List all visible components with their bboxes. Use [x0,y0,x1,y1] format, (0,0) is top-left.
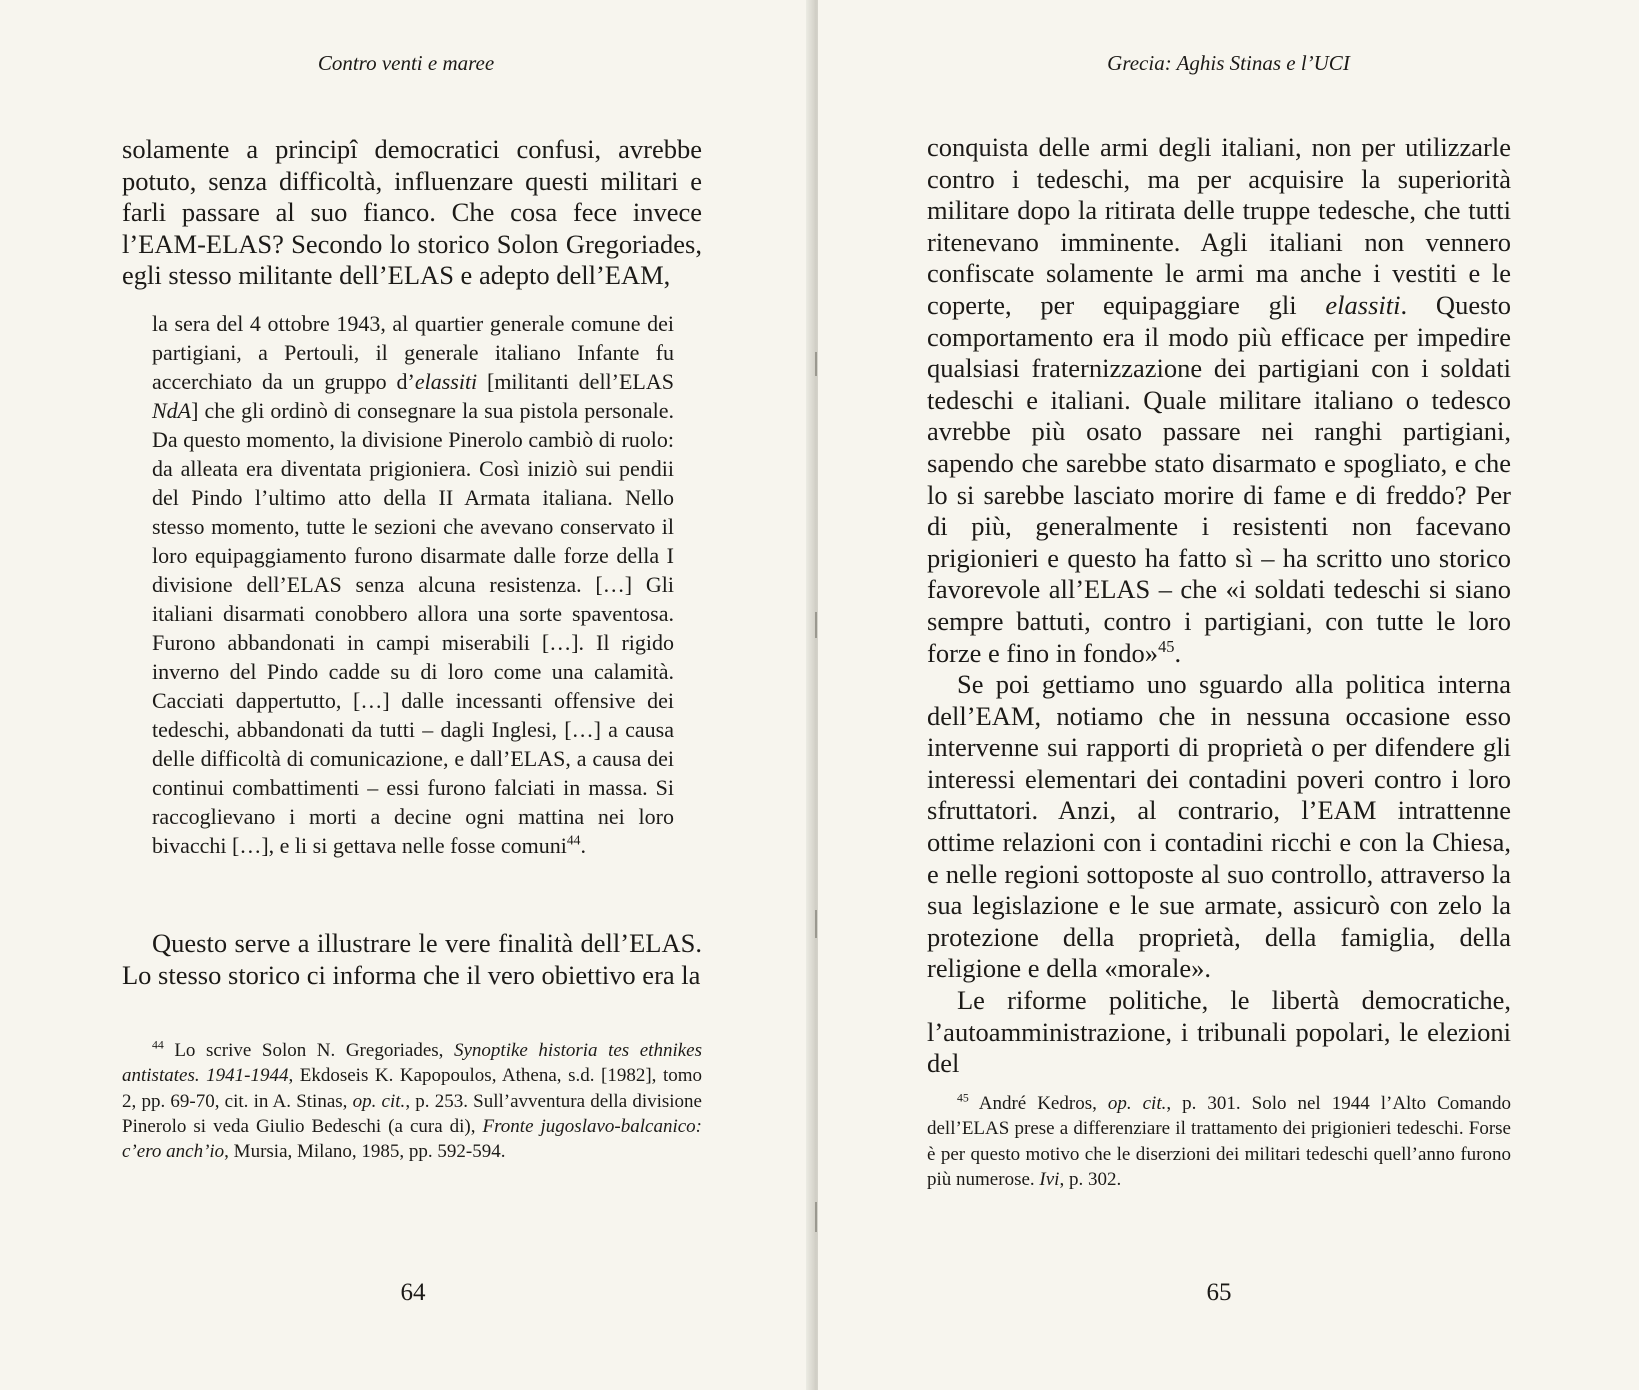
footnote-44-text [122,1038,702,1164]
block-quote-text [152,309,674,860]
para1-a: conquista delle armi degli italiani, non per utilizzarle contro i tedeschi, ma per acquisire la superiorità militare dopo la ritirata delle truppe tedesche, che tutti ritenevano imminente. Agli italiani non vennero confiscate solamente le armi ma anche i vestiti e le coperte, per equipaggiare gli [927,132,1511,320]
footnote-44-number: 44 [152,1038,164,1052]
para1-end: . [1174,637,1182,668]
footnote-45 [927,1091,1511,1192]
footnote-ref-44: 44 [566,832,581,848]
footnote-45-number: 45 [957,1091,969,1105]
footnote-44-b: , Ekdoseis K. Kapopoulos, Athena, s.d. [1982], tomo 2, pp. 69-70, cit. in A. Stinas, [122,1065,702,1112]
right-paragraph-2: Se poi gettiamo uno sguardo alla politica interna dell’EAM, notiamo che in nessuna occasione esso intervenne sui rapporti di proprietà o per difendere gli interessi elementari dei contadini poveri contro i loro sfruttatori. Anzi, al contrario, l’EAM intrattenne ottime relazioni con i contadini ricchi e con la Chiesa, e nelle regioni sottoposte al suo controllo, attraverso la sua legislazione e le sue armate, assicurò con zelo la protezione della proprietà, della famiglia, della religione e della «morale». [927,669,1511,984]
para1-b: . Questo comportamento era il modo più efficace per impedire qualsiasi fraternizzazione dei partigiani con i soldati tedeschi e italiani. Quale militare italiano o tedesco avrebbe più osato passare nei ranghi partigiani, sapendo che sarebbe stato disarmato e spogliato, e che lo si sarebbe lasciato morire di fame e di freddo? Per di più, generalmente i resistenti non facevano prigionieri e questo ha fatto sì – ha scritto uno storico favorevole all’ELAS – che «i soldati tedeschi si siano sempre battuti, contro i partigiani, con tutte le loro forze e fino in fondo» [927,289,1512,668]
footnote-44-a: Lo scrive Solon N. Gregoriades, [163,1040,454,1061]
running-head-right [818,51,1639,76]
footnote-45-op-cit: op. cit. [1107,1093,1167,1114]
right-page [818,0,1639,1390]
footnote-ref-45: 45 [1158,636,1175,656]
running-head-left-text: Contro venti e maree [317,51,495,75]
page-number-left: 64 [400,1279,426,1306]
footnote-44-book-title: Fronte jugoslavo-balcanico: c’ero anch’io [122,1115,702,1163]
quote-part1: la sera del 4 ottobre 1943, al quartier generale comune dei partigiani, a Pertouli, il generale italiano Infante fu accerchiato da un gruppo d’ [152,311,674,394]
gutter-stitch-2 [815,612,817,638]
intro-paragraph-text: solamente a principî democratici confusi, avrebbe potuto, senza difficoltà, influenzare questi militari e farli passare al suo fianco. Che cosa fece invece l’EAM-ELAS? Secondo lo storico Solon Gregoriades, egli stesso militante dell’ELAS e adepto dell’EAM, [122,134,702,291]
right-paragraph-3: Le riforme politiche, le libertà democratiche, l’autoamministrazione, i tribunali popolari, le elezioni del [927,985,1511,1079]
after-quote-text: Questo serve a illustrare le vere finalità dell’ELAS. Lo stesso storico ci informa che il vero obiettivo era la [122,928,702,990]
footnote-45-a: André Kedros, [968,1093,1108,1114]
footnote-45-b: , p. 301. Solo nel 1944 l’Alto Comando dell’ELAS prese a differenziare il trattamento dei prigionieri tedeschi. Forse è per questo motivo che le diserzioni dei militari tedeschi quell’anno furono più numerose. [927,1093,1511,1190]
gutter-stitch-1 [815,352,817,376]
block-quote [152,309,674,860]
left-after-quote-paragraph [122,928,702,991]
footnote-44 [122,1038,702,1164]
quote-italic-nda: NdA [152,398,192,423]
right-paragraph-1 [927,132,1511,669]
footnote-44-c: , p. 253. Sull’avventura della divisione Pinerolo si veda Giulio Bedeschi (a cura di), [122,1090,702,1137]
gutter-stitch-4 [815,1202,817,1232]
footnote-45-c: , p. 302. [1059,1168,1122,1190]
footnote-44-d: , Mursia, Milano, 1985, pp. 592-594. [224,1141,506,1163]
footnote-44-title: Synoptike historia tes ethnikes antistates. 1941-1944 [122,1040,703,1087]
page-number-right: 65 [1206,1279,1232,1306]
para1-italic-elassiti: elassiti [1325,289,1401,320]
quote-part3: ] che gli ordinò di consegnare la sua pistola personale. Da questo momento, la divisione Pinerolo cambiò di ruolo: da alleata era diventata prigioniera. Così iniziò sui pendii del Pindo l’ultimo atto della II Armata italiana. Nello stesso momento, tutte le sezioni che avevano conservato il loro equipaggiamento furono disarmate dalle forze della I divisione dell’ELAS senza alcuna resistenza. […] Gli italiani disarmati conobbero allora una sorte spaventosa. Furono abbandonati in campi miserabili […]. Il rigido inverno del Pindo cadde su di loro come una calamità. Cacciati dappertutto, […] dalle incessanti offensive dei tedeschi, abbandonati da tutti – dagli Inglesi, […] a causa delle difficoltà di comunicazione, e dall’ELAS, a causa dei continui combattimenti – essi furono falciati in massa. Si raccoglievano i morti a decine ogni mattina nei loro bivacchi […], e li si gettava nelle fosse comuni [152,398,674,858]
right-body [927,132,1511,1080]
quote-part2: [militanti dell’ELAS [477,369,674,394]
quote-italic-elassiti: elassiti [414,369,478,394]
footnote-45-ivi: Ivi [1039,1168,1060,1190]
left-page [0,0,812,1390]
running-head-right-text: Grecia: Aghis Stinas e l’UCI [1107,51,1350,75]
gutter-stitch-3 [815,910,817,938]
left-intro-paragraph [122,134,702,292]
quote-end: . [580,833,586,858]
footnote-45-text [927,1091,1511,1192]
footnote-44-op-cit: op. cit. [352,1090,406,1112]
running-head-left [0,51,812,76]
